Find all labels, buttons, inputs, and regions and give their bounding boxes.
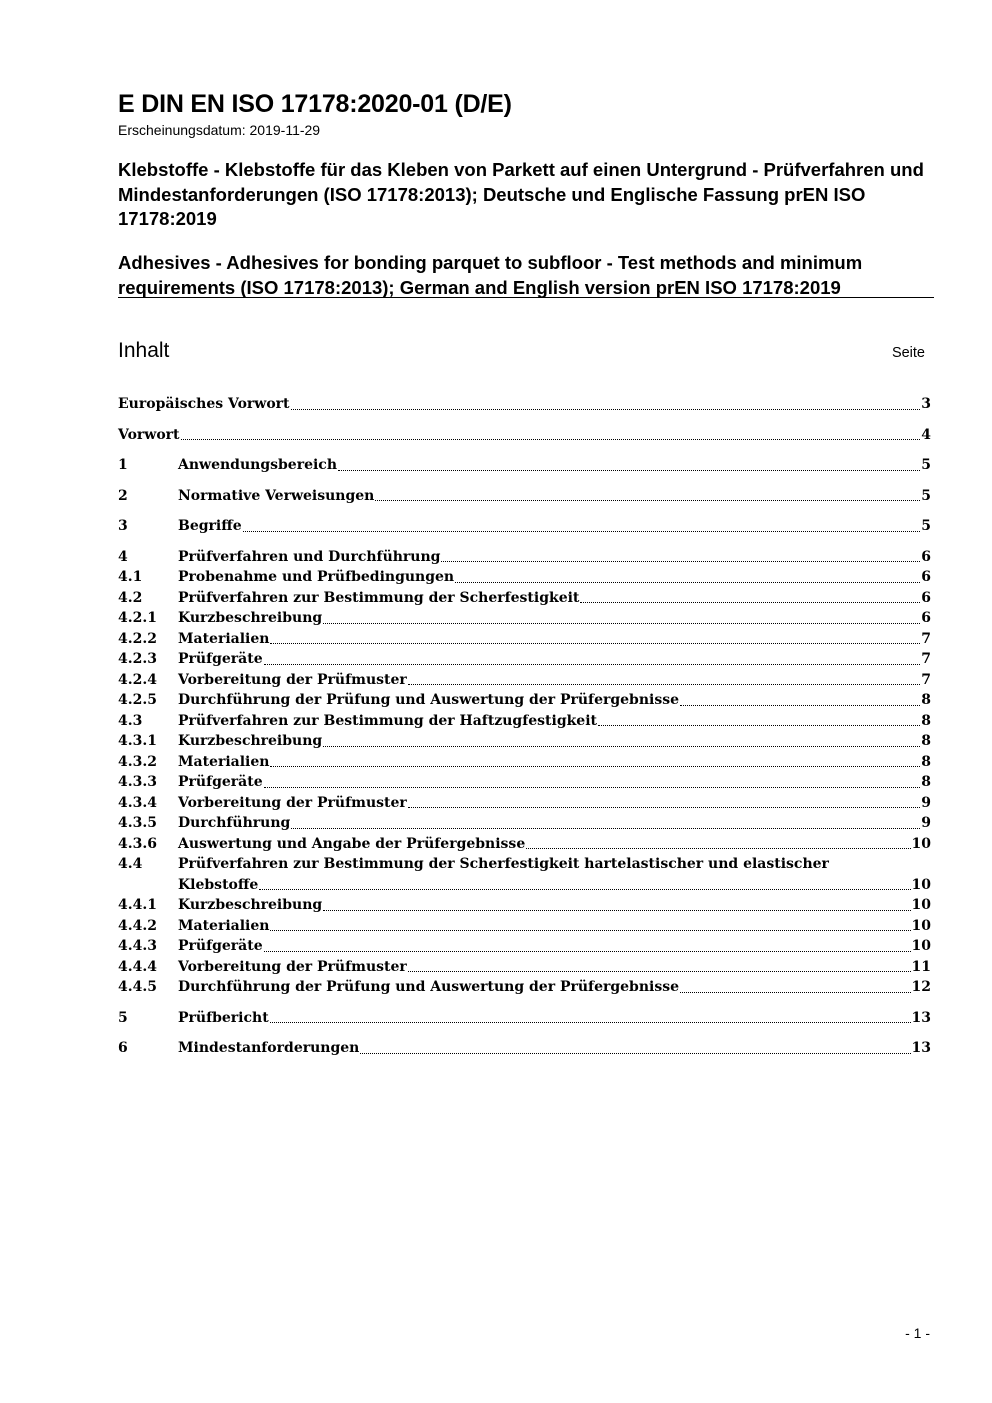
toc-dot-leader <box>680 992 911 993</box>
toc-entry[interactable] <box>118 977 931 998</box>
toc-entry[interactable] <box>118 425 931 446</box>
toc-entry-number: 4 <box>118 548 128 565</box>
toc-dot-leader <box>323 746 920 747</box>
toc-dot-leader <box>408 684 920 685</box>
toc-entry-page: 9 <box>921 794 931 811</box>
toc-entry[interactable] <box>118 813 931 834</box>
toc-entry-page: 10 <box>911 938 931 954</box>
toc-entry-title: Kurzbeschreibung <box>178 610 323 626</box>
publication-date: Erscheinungsdatum: 2019-11-29 <box>118 122 321 138</box>
toc-entry[interactable] <box>118 649 931 670</box>
toc-entry[interactable] <box>118 608 931 629</box>
toc-entry[interactable] <box>118 547 931 568</box>
toc-entry-title: Durchführung <box>178 815 291 831</box>
toc-entry-page: 6 <box>921 589 931 606</box>
toc-entry-number: 4.4.5 <box>118 979 157 995</box>
toc-dot-leader <box>243 531 921 532</box>
toc-entry-page: 7 <box>921 671 931 688</box>
toc-entry-title: Probenahme und Prüfbedingungen <box>178 569 455 585</box>
toc-entry-page: 12 <box>911 979 931 995</box>
toc-entry[interactable] <box>118 588 931 609</box>
toc-entry-number: 4.2.5 <box>118 692 157 708</box>
toc-entry[interactable] <box>118 711 931 732</box>
toc-entry-page: 6 <box>921 569 931 585</box>
toc-dot-leader <box>259 889 910 890</box>
toc-entry[interactable] <box>118 834 931 855</box>
toc-entry-number: 4.3.1 <box>118 733 157 749</box>
toc-entry-page: 6 <box>921 548 931 565</box>
toc-entry-page: 7 <box>921 630 931 647</box>
toc-entry-title: Anwendungsbereich <box>178 457 337 473</box>
toc-entry-number: 4.3 <box>118 712 143 729</box>
toc-dot-leader <box>270 643 920 644</box>
toc-entry-page: 8 <box>921 774 931 790</box>
toc-entry-number: 4.4.4 <box>118 958 157 975</box>
toc-entry-page: 11 <box>911 958 931 975</box>
toc-entry[interactable] <box>118 629 931 650</box>
toc-entry[interactable] <box>118 936 931 957</box>
toc-entry-page: 5 <box>921 457 931 473</box>
toc-dot-leader <box>270 766 920 767</box>
toc-dot-leader <box>264 664 921 665</box>
toc-entry-page: 3 <box>921 396 931 412</box>
toc-entry-page: 8 <box>921 733 931 749</box>
toc-entry-title: Prüfgeräte <box>178 651 263 667</box>
toc-entry-title: Auswertung und Angabe der Prüfergebnisse <box>178 835 526 852</box>
document-id: E DIN EN ISO 17178:2020-01 (D/E) <box>118 90 512 118</box>
toc-dot-leader <box>360 1053 910 1054</box>
toc-entry-page: 4 <box>921 426 931 443</box>
toc-entry-number: 3 <box>118 518 128 534</box>
toc-entry-number: 4.3.2 <box>118 753 157 770</box>
toc-entry[interactable] <box>118 916 931 937</box>
toc-entry[interactable] <box>118 394 931 415</box>
toc-entry[interactable] <box>118 1008 931 1029</box>
toc-entry-title: Materialien <box>178 630 270 647</box>
toc-dot-leader <box>291 409 921 410</box>
toc-entry[interactable] <box>118 772 931 793</box>
toc-dot-leader <box>408 971 911 972</box>
toc-entry-title: Mindestanforderungen <box>178 1040 360 1056</box>
title-german: Klebstoffe - Klebstoffe für das Kleben von Parkett auf einen Untergrund - Prüfverfahren und Mindestanforderungen (ISO 17178:2013); Deutsche und Englische Fassung prEN ISO 17178:2019 <box>118 159 924 229</box>
toc-entry-page: 7 <box>921 651 931 667</box>
toc-entry-page: 13 <box>911 1040 931 1056</box>
toc-entry[interactable] <box>118 793 931 814</box>
toc-entry-number: 4.4.2 <box>118 917 157 934</box>
toc-dot-leader <box>323 623 920 624</box>
toc-entry-title: Europäisches Vorwort <box>118 396 290 412</box>
toc-entry-title: Materialien <box>178 753 270 770</box>
toc-entry[interactable] <box>118 567 931 588</box>
toc-entry-title: Vorbereitung der Prüfmuster <box>178 671 407 688</box>
title-english: Adhesives - Adhesives for bonding parquet to subfloor - Test methods and minimum requirements (ISO 17178:2013); German and English version prEN ISO 17178:2019 <box>118 252 863 298</box>
toc-entry-page: 10 <box>911 917 931 934</box>
toc-entry-number: 4.4.3 <box>118 938 157 954</box>
toc-entry-number: 4.2.3 <box>118 651 157 667</box>
toc-entry-number: 1 <box>118 457 128 473</box>
toc-dot-leader <box>441 561 920 562</box>
toc-entry-number: 4.2 <box>118 589 143 606</box>
toc-entry-title: Prüfbericht <box>178 1009 269 1026</box>
toc-entry[interactable] <box>118 486 931 507</box>
toc-entry-title: Kurzbeschreibung <box>178 897 323 913</box>
toc-entry-page: 8 <box>921 712 931 729</box>
toc-entry-continuation[interactable] <box>118 875 931 896</box>
toc-entry-number: 5 <box>118 1009 128 1026</box>
toc-entry-number: 4.2.4 <box>118 671 157 688</box>
toc-entry-title: Kurzbeschreibung <box>178 733 323 749</box>
toc-entry-title: Vorbereitung der Prüfmuster <box>178 794 407 811</box>
toc-entry-title: Vorbereitung der Prüfmuster <box>178 958 407 975</box>
toc-dot-leader <box>455 582 920 583</box>
toc-entry-title: Prüfgeräte <box>178 774 263 790</box>
toc-entry-title: Prüfgeräte <box>178 938 263 954</box>
toc-entry-page: 6 <box>921 610 931 626</box>
toc-entry-title: Prüfverfahren zur Bestimmung der Scherfestigkeit hartelastischer und elastischer <box>178 856 829 872</box>
toc-entry-page: 8 <box>921 753 931 770</box>
toc-entry[interactable] <box>118 752 931 773</box>
toc-entry-number: 4.1 <box>118 569 143 585</box>
toc-entry-page: 13 <box>911 1009 931 1026</box>
toc-entry[interactable] <box>118 854 931 875</box>
toc-entry[interactable] <box>118 516 931 537</box>
toc-dot-leader <box>291 828 920 829</box>
toc-dot-leader <box>375 500 920 501</box>
toc-dot-leader <box>338 470 920 471</box>
toc-entry-number: 4.2.2 <box>118 630 157 647</box>
toc-entry[interactable] <box>118 1038 931 1059</box>
toc-entry[interactable] <box>118 957 931 978</box>
toc-entry-page: 5 <box>921 487 931 504</box>
toc-entry-number: 4.3.3 <box>118 774 157 790</box>
toc-dot-leader <box>408 807 920 808</box>
toc-entry-title: Prüfverfahren zur Bestimmung der Haftzugfestigkeit <box>178 712 597 729</box>
toc-entry-title: Durchführung der Prüfung und Auswertung der Prüfergebnisse <box>178 692 679 708</box>
toc-entry-title: Durchführung der Prüfung und Auswertung der Prüfergebnisse <box>178 979 679 995</box>
toc-entry[interactable] <box>118 895 931 916</box>
toc-entry[interactable] <box>118 690 931 711</box>
toc-entry-number: 4.4 <box>118 856 143 872</box>
toc-dot-leader <box>526 848 910 849</box>
toc-heading: Inhalt <box>118 339 170 362</box>
toc-dot-leader <box>264 951 911 952</box>
toc-entry-page: 10 <box>911 876 931 893</box>
title-divider <box>118 297 934 298</box>
toc-entry-page: 8 <box>921 692 931 708</box>
toc-entry-number: 4.2.1 <box>118 610 157 626</box>
toc-entry-number: 4.3.4 <box>118 794 157 811</box>
table-of-contents <box>118 394 931 1059</box>
toc-dot-leader <box>323 910 910 911</box>
toc-dot-leader <box>270 930 910 931</box>
toc-entry[interactable] <box>118 670 931 691</box>
toc-entry-number: 2 <box>118 487 128 504</box>
toc-entry-page: 10 <box>911 835 931 852</box>
toc-dot-leader <box>680 705 920 706</box>
toc-entry-title: Normative Verweisungen <box>178 487 375 504</box>
toc-entry-number: 4.4.1 <box>118 897 157 913</box>
toc-entry-page: 9 <box>921 815 931 831</box>
toc-page-column-label: Seite <box>891 345 925 361</box>
toc-dot-leader <box>270 1022 911 1023</box>
toc-entry-title: Materialien <box>178 917 270 934</box>
toc-entry-number: 4.3.6 <box>118 835 157 852</box>
toc-entry-page: 5 <box>921 518 931 534</box>
toc-entry[interactable] <box>118 455 931 476</box>
toc-entry-number: 6 <box>118 1040 128 1056</box>
toc-dot-leader <box>598 725 920 726</box>
toc-entry-title: Begriffe <box>178 518 242 534</box>
toc-dot-leader <box>264 787 921 788</box>
page-number: - 1 - <box>905 1325 930 1341</box>
toc-entry-title-continued: Klebstoffe <box>178 876 259 893</box>
toc-entry-number: 4.3.5 <box>118 815 157 831</box>
toc-entry-title: Prüfverfahren zur Bestimmung der Scherfestigkeit <box>178 589 580 606</box>
toc-entry-title: Prüfverfahren und Durchführung <box>178 548 441 565</box>
toc-entry-page: 10 <box>911 897 931 913</box>
toc-dot-leader <box>181 439 921 440</box>
toc-entry-title: Vorwort <box>118 426 180 443</box>
toc-entry[interactable] <box>118 731 931 752</box>
toc-dot-leader <box>580 602 920 603</box>
